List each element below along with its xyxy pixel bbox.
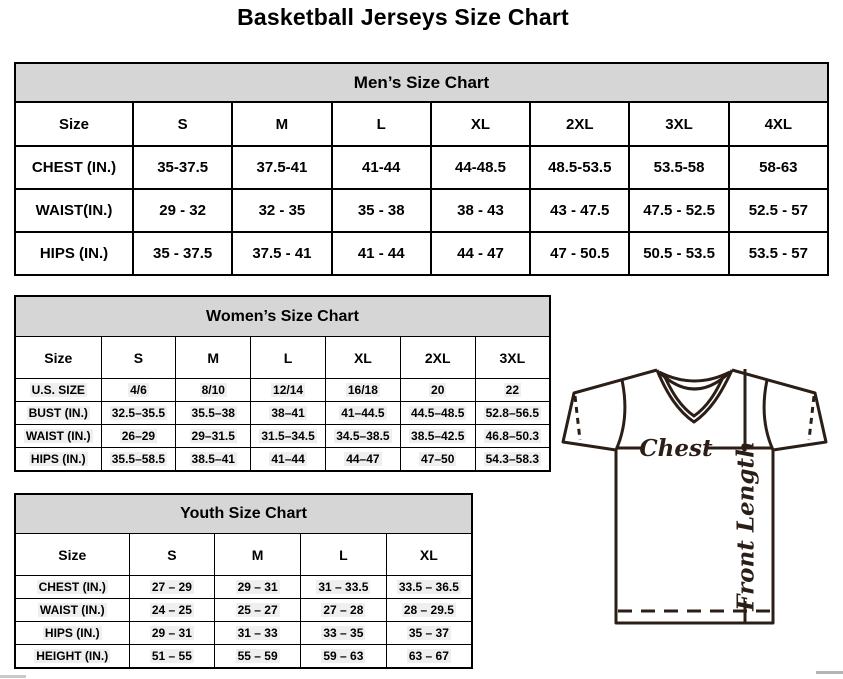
jersey-vneck-icon: [657, 370, 732, 422]
mens_chart-cell-2-0: [133, 232, 232, 275]
womens_chart-cell-3-4: [400, 448, 475, 472]
youth_chart-cell-2-2-text: 33 – 35: [323, 626, 364, 640]
mens_chart-cell-1-0: [133, 189, 232, 232]
womens_chart-cell-3-1: [176, 448, 251, 472]
womens_chart-cell-0-5-text: 22: [505, 383, 519, 397]
youth_chart-title-text: Youth Size Chart: [180, 505, 307, 522]
youth_chart-cell-3-1: [215, 645, 301, 669]
youth_chart-cell-2-0-text: 29 – 31: [151, 626, 192, 640]
mens_chart-col-7-text: 4XL: [764, 115, 793, 133]
womens_chart-cell-0-4-text: 20: [431, 383, 445, 397]
mens_chart-col-6-text: 3XL: [665, 115, 693, 133]
womens_chart-cell-3-2-text: 41–44: [271, 452, 305, 466]
womens_chart-col-1: [101, 337, 176, 379]
womens_chart-col-4-text: XL: [353, 349, 372, 366]
mens_chart-col-1-text: S: [177, 115, 188, 133]
mens_chart-col-1: [133, 102, 232, 146]
mens_chart-col-2: [232, 102, 331, 146]
womens_chart-cell-0-0-text: 4/6: [130, 383, 147, 397]
youth_chart-cell-0-1: [215, 576, 301, 599]
mens_chart-cell-0-3-text: 44-48.5: [455, 159, 506, 176]
youth_chart-cell-1-0-text: 24 – 25: [151, 603, 192, 617]
scrollbar-fragment-left[interactable]: [0, 675, 26, 678]
jersey-armhole-right-icon: [764, 380, 773, 450]
mens_chart-cell-1-6-text: 52.5 - 57: [748, 202, 808, 219]
youth_chart-cell-1-3: [386, 599, 472, 622]
scrollbar-fragment-right[interactable]: [816, 671, 843, 674]
mens_chart-col-6: [629, 102, 728, 146]
womens_chart-cell-3-0-text: 35.5–58.5: [111, 452, 166, 466]
youth_chart-cell-3-3: [386, 645, 472, 669]
youth_chart-col-0: [15, 534, 129, 576]
womens_chart-col-3: [251, 337, 326, 379]
womens_chart-cell-2-5-text: 46.8–50.3: [485, 429, 540, 443]
womens_chart-cell-2-0: [101, 425, 176, 448]
youth_chart-row-0: [15, 576, 472, 599]
womens_chart-cell-0-3: [325, 379, 400, 402]
mens_chart-cell-1-0-text: 29 - 32: [159, 202, 206, 219]
womens_chart-row-1: [15, 402, 550, 425]
youth_chart-col-2-text: M: [251, 546, 264, 563]
womens_chart-cell-2-5: [475, 425, 550, 448]
womens_chart-cell-3-5-text: 54.3–58.3: [485, 452, 540, 466]
mens_chart-cell-0-5-text: 53.5-58: [653, 159, 705, 176]
mens_chart-row-0: [15, 146, 828, 189]
mens_chart-cell-1-4: [530, 189, 629, 232]
mens_chart-cell-2-5-text: 50.5 - 53.5: [643, 245, 715, 262]
youth_chart-cell-2-1-text: 31 – 33: [237, 626, 278, 640]
mens_chart-row-1-label: [15, 189, 133, 232]
mens_chart-cell-2-3: [431, 232, 530, 275]
womens_chart-cell-1-0-text: 32.5–35.5: [111, 406, 166, 420]
mens_chart-row-0-label: [15, 146, 133, 189]
youth_chart-col-3-text: L: [339, 546, 348, 563]
womens_chart-col-6-text: 3XL: [499, 349, 526, 366]
mens_chart-col-2-text: M: [275, 115, 289, 133]
mens_chart-cell-1-2: [332, 189, 431, 232]
womens_chart-row-2-label: [15, 425, 101, 448]
youth_chart-cell-1-1-text: 25 – 27: [237, 603, 278, 617]
mens_chart-col-4-text: XL: [470, 115, 491, 133]
mens_chart-cell-0-1-text: 37.5-41: [256, 159, 308, 176]
mens_chart-row-1: [15, 189, 828, 232]
mens_chart-cell-1-4-text: 43 - 47.5: [550, 202, 610, 219]
youth_chart-cell-3-2: [301, 645, 387, 669]
mens_chart-cell-0-4: [530, 146, 629, 189]
mens_chart-row-2: [15, 232, 828, 275]
youth_chart-cell-1-3-text: 28 – 29.5: [403, 603, 454, 617]
womens_chart-col-5-text: 2XL: [424, 349, 451, 366]
womens_chart-cell-0-1-text: 8/10: [201, 383, 225, 397]
womens_chart-col-2-text: M: [207, 349, 220, 366]
womens_chart-cell-2-2: [251, 425, 326, 448]
womens_chart-cell-3-4-text: 47–50: [421, 452, 455, 466]
mens_chart-cell-1-5: [629, 189, 728, 232]
youth_chart-cell-0-3-text: 33.5 – 36.5: [398, 580, 459, 594]
mens_chart-cell-0-2: [332, 146, 431, 189]
womens_chart-cell-2-1: [176, 425, 251, 448]
mens_chart-col-4: [431, 102, 530, 146]
womens_chart-cell-1-0: [101, 402, 176, 425]
youth_chart-cell-0-2-text: 31 – 33.5: [318, 580, 369, 594]
mens_chart-cell-0-3: [431, 146, 530, 189]
youth_chart-row-1-label-text: WAIST (IN.): [39, 603, 105, 617]
womens_chart-cell-1-1-text: 35.5–38: [191, 406, 235, 420]
womens_chart-cell-0-5: [475, 379, 550, 402]
youth_chart-row-1-label: [15, 599, 129, 622]
front-length-label: Front Length: [732, 441, 760, 611]
youth_chart-cell-3-0-text: 51 – 55: [151, 649, 192, 663]
womens_chart-row-0-label-text: U.S. SIZE: [31, 383, 85, 397]
youth_chart-cell-0-0: [129, 576, 215, 599]
youth_chart-row-0-label: [15, 576, 129, 599]
womens_chart-col-0-text: Size: [44, 349, 73, 366]
mens_chart-cell-0-4-text: 48.5-53.5: [548, 159, 612, 176]
womens_chart-col-1-text: S: [133, 349, 144, 366]
mens_chart-col-0: [15, 102, 133, 146]
youth_chart-cell-1-1: [215, 599, 301, 622]
youth_chart-col-0-text: Size: [58, 546, 87, 563]
mens_chart-col-3-text: L: [376, 115, 386, 133]
womens-size-table: [14, 295, 551, 472]
youth_chart-col-4: [386, 534, 472, 576]
womens_chart-cell-0-1: [176, 379, 251, 402]
womens_chart-cell-3-1-text: 38.5–41: [191, 452, 235, 466]
womens_chart-cell-2-4-text: 38.5–42.5: [411, 429, 465, 443]
page-title: Basketball Jerseys Size Chart: [237, 4, 569, 30]
mens_chart-cell-0-0-text: 35-37.5: [157, 159, 209, 176]
mens_chart-cell-2-5: [629, 232, 728, 275]
mens_chart-cell-1-3: [431, 189, 530, 232]
womens_chart-cell-1-4: [400, 402, 475, 425]
womens_chart-cell-0-0: [101, 379, 176, 402]
womens_chart-cell-1-4-text: 44.5–48.5: [411, 406, 465, 420]
youth_chart-row-1: [15, 599, 472, 622]
youth_chart-cell-0-2: [301, 576, 387, 599]
jersey-outline-icon: [563, 370, 826, 623]
youth_chart-title: [15, 494, 472, 534]
youth_chart-cell-0-0-text: 27 – 29: [151, 580, 192, 594]
mens_chart-cell-0-1: [232, 146, 331, 189]
mens_chart-cell-1-5-text: 47.5 - 52.5: [643, 202, 715, 219]
womens_chart-row-3-label-text: HIPS (IN.): [30, 452, 86, 466]
youth_chart-cell-1-2: [301, 599, 387, 622]
womens_chart-row-3-label: [15, 448, 101, 472]
mens_chart-cell-2-1-text: 37.5 - 41: [252, 245, 312, 262]
youth-size-table: [14, 493, 473, 669]
youth_chart-col-2: [215, 534, 301, 576]
mens_chart-cell-0-5: [629, 146, 728, 189]
womens_chart-row-2-label-text: WAIST (IN.): [25, 429, 91, 443]
womens_chart-cell-2-1-text: 29–31.5: [191, 429, 235, 443]
mens_chart-cell-0-2-text: 41-44: [362, 159, 401, 176]
youth_chart-cell-1-2-text: 27 – 28: [323, 603, 364, 617]
mens_chart-cell-1-2-text: 35 - 38: [357, 202, 405, 219]
womens_chart-cell-1-2-text: 38–41: [271, 406, 305, 420]
mens-size-table: [14, 62, 829, 276]
womens_chart-cell-3-2: [251, 448, 326, 472]
womens_chart-row-3: [15, 448, 550, 472]
youth_chart-row-3: [15, 645, 472, 669]
mens_chart-cell-2-0-text: 35 - 37.5: [153, 245, 213, 262]
youth_chart-col-3: [301, 534, 387, 576]
mens_chart-cell-2-4-text: 47 - 50.5: [550, 245, 610, 262]
womens_chart-col-4: [325, 337, 400, 379]
womens_chart-cell-2-2-text: 31.5–34.5: [261, 429, 315, 443]
youth_chart-cell-3-2-text: 59 – 63: [323, 649, 364, 663]
mens_chart-cell-0-6-text: 58-63: [759, 159, 798, 176]
mens_chart-row-1-label-text: WAIST(IN.): [35, 202, 113, 219]
youth_chart-row-3-label: [15, 645, 129, 669]
mens_chart-cell-0-6: [729, 146, 828, 189]
youth_chart-row-2-label: [15, 622, 129, 645]
youth_chart-row-2-label-text: HIPS (IN.): [44, 626, 100, 640]
youth_chart-row-3-label-text: HEIGHT (IN.): [36, 649, 109, 663]
jersey-diagram: [560, 364, 828, 626]
jersey-cuff-dash-right-icon: [809, 396, 814, 440]
womens_chart-title-text: Women’s Size Chart: [206, 307, 359, 325]
womens_chart-row-1-label: [15, 402, 101, 425]
mens_chart-col-7: [729, 102, 828, 146]
womens_chart-row-2: [15, 425, 550, 448]
womens_chart-row-0-label: [15, 379, 101, 402]
youth_chart-cell-2-2: [301, 622, 387, 645]
youth_chart-row-0-label-text: CHEST (IN.): [38, 580, 106, 594]
mens_chart-cell-2-6: [729, 232, 828, 275]
mens_chart-cell-2-2: [332, 232, 431, 275]
youth_chart-cell-1-0: [129, 599, 215, 622]
womens_chart-cell-0-2-text: 12/14: [273, 383, 304, 397]
youth_chart-cell-3-1-text: 55 – 59: [237, 649, 278, 663]
mens_chart-cell-2-1: [232, 232, 331, 275]
mens_chart-cell-2-4: [530, 232, 629, 275]
mens_chart-cell-2-6-text: 53.5 - 57: [748, 245, 808, 262]
mens_chart-col-5: [530, 102, 629, 146]
womens_chart-cell-1-3-text: 41–44.5: [341, 406, 385, 420]
mens_chart-row-2-label-text: HIPS (IN.): [39, 245, 109, 262]
mens_chart-cell-1-1: [232, 189, 331, 232]
mens_chart-title-text: Men’s Size Chart: [353, 72, 490, 92]
mens_chart-title: [15, 63, 828, 102]
womens_chart-title: [15, 296, 550, 337]
mens_chart-cell-1-3-text: 38 - 43: [457, 202, 504, 219]
mens_chart-col-3: [332, 102, 431, 146]
youth_chart-cell-0-1-text: 29 – 31: [237, 580, 278, 594]
youth_chart-col-1-text: S: [167, 546, 177, 563]
womens_chart-cell-1-2: [251, 402, 326, 425]
jersey-cuff-dash-left-icon: [575, 396, 580, 440]
mens_chart-row-2-label: [15, 232, 133, 275]
womens_chart-cell-1-1: [176, 402, 251, 425]
youth_chart-cell-3-3-text: 63 – 67: [408, 649, 449, 663]
mens_chart-cell-2-2-text: 41 - 44: [357, 245, 405, 262]
mens_chart-cell-0-0: [133, 146, 232, 189]
mens_chart-cell-1-1-text: 32 - 35: [258, 202, 306, 219]
youth_chart-cell-0-3: [386, 576, 472, 599]
mens_chart-cell-2-3-text: 44 - 47: [457, 245, 504, 262]
womens_chart-cell-0-3-text: 16/18: [347, 383, 378, 397]
womens_chart-cell-3-3: [325, 448, 400, 472]
womens_chart-col-2: [176, 337, 251, 379]
womens_chart-row-0: [15, 379, 550, 402]
mens_chart-col-5-text: 2XL: [566, 115, 594, 133]
womens_chart-cell-3-0: [101, 448, 176, 472]
youth_chart-cell-3-0: [129, 645, 215, 669]
youth_chart-cell-2-3: [386, 622, 472, 645]
youth_chart-row-2: [15, 622, 472, 645]
womens_chart-cell-3-3-text: 44–47: [346, 452, 380, 466]
jersey-armhole-left-icon: [616, 380, 625, 450]
womens_chart-cell-1-3: [325, 402, 400, 425]
womens_chart-col-0: [15, 337, 101, 379]
womens_chart-col-3-text: L: [283, 349, 293, 366]
womens_chart-cell-2-3: [325, 425, 400, 448]
youth_chart-cell-2-1: [215, 622, 301, 645]
youth_chart-cell-2-0: [129, 622, 215, 645]
womens_chart-cell-2-4: [400, 425, 475, 448]
mens_chart-col-0-text: Size: [58, 115, 89, 133]
mens_chart-row-0-label-text: CHEST (IN.): [31, 159, 117, 176]
youth_chart-col-1: [129, 534, 215, 576]
womens_chart-row-1-label-text: BUST (IN.): [28, 406, 88, 420]
chest-label: Chest: [639, 435, 713, 462]
womens_chart-cell-1-5-text: 52.8–56.5: [485, 406, 540, 420]
womens_chart-cell-1-5: [475, 402, 550, 425]
youth_chart-cell-2-3-text: 35 – 37: [408, 626, 449, 640]
womens_chart-cell-2-3-text: 34.5–38.5: [336, 429, 390, 443]
womens_chart-col-6: [475, 337, 550, 379]
womens_chart-cell-0-2: [251, 379, 326, 402]
youth_chart-col-4-text: XL: [419, 546, 438, 563]
womens_chart-cell-3-5: [475, 448, 550, 472]
womens_chart-cell-2-0-text: 26–29: [121, 429, 156, 443]
womens_chart-cell-0-4: [400, 379, 475, 402]
womens_chart-col-5: [400, 337, 475, 379]
mens_chart-cell-1-6: [729, 189, 828, 232]
